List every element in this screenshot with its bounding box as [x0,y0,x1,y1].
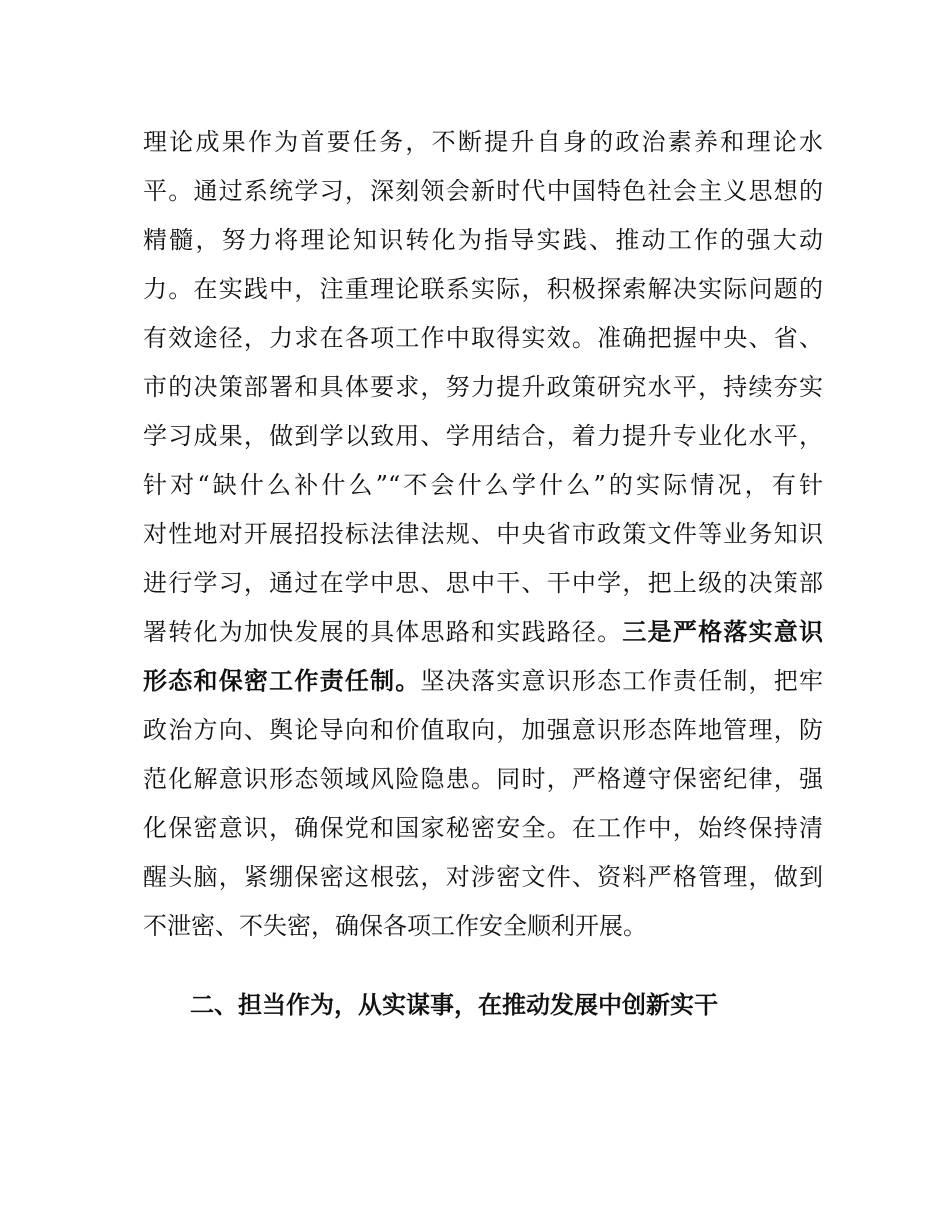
bold-subheading: 三是严格落实意识 [622,618,824,646]
paragraph-line: 学习成果，做到学以致用、学用结合，着力提升专业化水平， [143,422,823,450]
paragraph-line: 精髓，努力将理论知识转化为指导实践、推动工作的强大动 [143,226,823,254]
bold-subheading: 形态和保密工作责任制。 [143,667,421,695]
paragraph-line: 有效途径，力求在各项工作中取得实效。准确把握中央、省、 [143,324,823,352]
paragraph-line: 醒头脑，紧绷保密这根弦，对涉密文件、资料严格管理，做到 [143,863,823,891]
paragraph-line: 对性地对开展招投标法律法规、中央省市政策文件等业务知识 [143,520,823,548]
paragraph-last-line: 不泄密、不失密，确保各项工作安全顺利开展。 [143,912,647,940]
paragraph-line: 进行学习，通过在学中思、思中干、干中学，把上级的决策部 [143,569,823,597]
paragraph-line: 力。在实践中，注重理论联系实际，积极探索解决实际问题的 [143,275,823,303]
normal-text: 坚决落实意识形态工作责任制，把牢 [420,667,824,695]
paragraph-line: 范化解意识形态领域风险隐患。同时，严格遵守保密纪律，强 [143,765,823,793]
section-heading: 二、担当作为，从实谋事，在推动发展中创新实干 [190,991,718,1019]
paragraph-line-mixed [143,661,823,701]
paragraph-line: 平。通过系统学习，深刻领会新时代中国特色社会主义思想的 [143,177,823,205]
paragraph-line-mixed [143,612,823,652]
normal-text: 署转化为加快发展的具体思路和实践路径。 [143,618,623,646]
paragraph-line: 化保密意识，确保党和国家秘密安全。在工作中，始终保持清 [143,814,823,842]
paragraph-line: 政治方向、舆论导向和价值取向，加强意识形态阵地管理，防 [143,716,823,744]
paragraph-line: 针对“缺什么补什么”“不会什么学什么”的实际情况，有针 [143,471,823,499]
paragraph-line: 市的决策部署和具体要求，努力提升政策研究水平，持续夯实 [143,373,823,401]
paragraph-line: 理论成果作为首要任务，不断提升自身的政治素养和理论水 [143,128,823,156]
